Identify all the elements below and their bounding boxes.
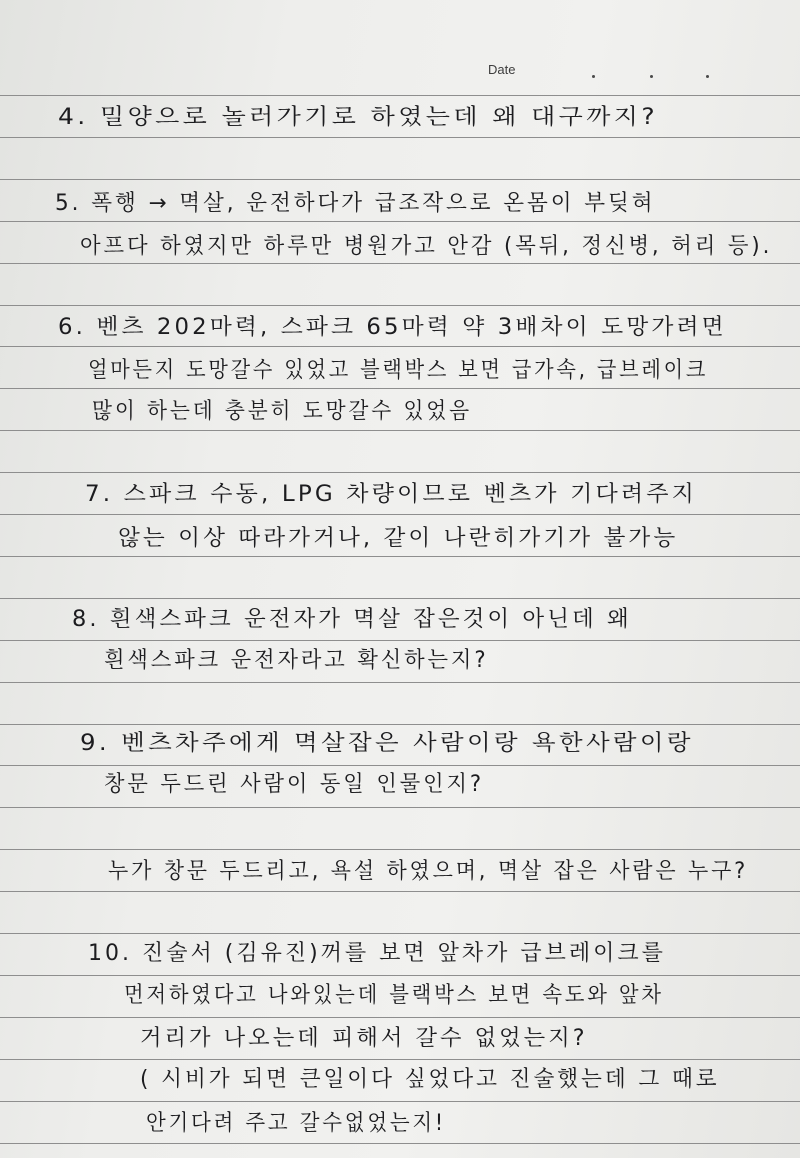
date-label: Date xyxy=(488,62,516,77)
note-line-q10-5: 안기다려 주고 갈수없었는지! xyxy=(146,1111,446,1136)
note-line-q9-2: 창문 두드린 사람이 동일 인물인지? xyxy=(104,772,484,797)
note-line-q7-1: 7. 스파크 수동, LPG 차량이므로 벤츠가 기다려주지 xyxy=(85,482,697,507)
note-line-q6-2: 얼마든지 도망갈수 있었고 블랙박스 보면 급가속, 급브레이크 xyxy=(88,358,709,383)
note-line-q8-1: 8. 흰색스파크 운전자가 멱살 잡은것이 아닌데 왜 xyxy=(72,607,632,632)
note-line-q6-1: 6. 벤츠 202마력, 스파크 65마력 약 3배차이 도망가려면 xyxy=(58,315,727,340)
note-line-q10-2: 먼저하였다고 나와있는데 블랙박스 보면 속도와 앞차 xyxy=(124,983,664,1008)
note-line-q5-1: 5. 폭행 → 멱살, 운전하다가 급조작으로 온몸이 부딪혀 xyxy=(55,191,656,216)
note-line-q7-2: 않는 이상 따라가거나, 같이 나란히가기가 불가능 xyxy=(118,526,679,551)
date-dot xyxy=(706,75,709,78)
note-line-q10-1: 10. 진술서 (김유진)꺼를 보면 앞차가 급브레이크를 xyxy=(88,941,666,966)
note-line-q4-1: 4. 밀양으로 놀러가기로 하였는데 왜 대구까지? xyxy=(58,105,659,130)
note-line-q6-3: 많이 하는데 충분히 도망갈수 있었음 xyxy=(92,399,472,424)
note-line-q9-3: 누가 창문 두드리고, 욕설 하였으며, 멱살 잡은 사람은 누구? xyxy=(108,859,749,884)
note-line-q10-3: 거리가 나오는데 피해서 갈수 없었는지? xyxy=(140,1026,588,1051)
note-line-q5-2: 아프다 하였지만 하루만 병원가고 안감 (목뒤, 정신병, 허리 등). xyxy=(80,234,773,259)
date-dot xyxy=(592,75,595,78)
note-line-q8-2: 흰색스파크 운전자라고 확신하는지? xyxy=(104,648,489,673)
note-line-q9-1: 9. 벤츠차주에게 멱살잡은 사람이랑 욕한사람이랑 xyxy=(80,731,694,756)
note-line-q10-4: ( 시비가 되면 큰일이다 싶었다고 진술했는데 그 때로 xyxy=(140,1067,720,1092)
date-dot xyxy=(650,75,653,78)
